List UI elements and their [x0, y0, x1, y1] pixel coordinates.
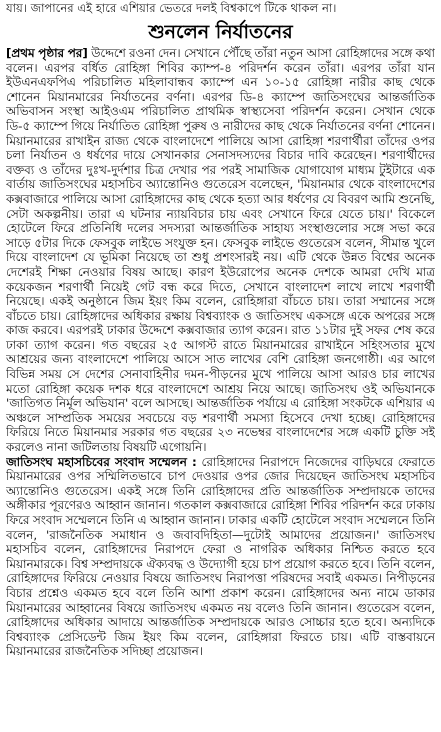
subheading-press-conference: জাতিসংঘ মহাসচিবের সংবাদ সম্মেলন :: [6, 454, 197, 469]
article-paragraph-1: [6, 46, 435, 455]
article-paragraph-2: [6, 455, 435, 659]
previous-article-last-line: যায়। জাপানের এই হারে এশিয়ার ভেতরে দলই বিশ্বকাপে টিকে থাকল না।: [6, 1, 337, 15]
paragraph-1-text: উদ্দেশে রওনা দেন। সেখানে পৌঁছে তাঁরা নতুন আসা রোহিঙ্গাদের সঙ্গে কথা বলেন। এরপর বর্ধিত রোহিঙ্গা শিবির ক্যাম্প-৪ পরিদর্শন করেন তাঁরা। এরপর তাঁরা যান ইউএনএফপিএ পরিচালিত মহিলাবান্ধব ক্যাম্পে এন ১০-১৫ রোহিঙ্গা নারীর কাছ থেকে শোনেন মিয়ানমারের নির্যাতনের বর্ণনা। এরপর ডি-৪ ক্যাম্পে জাতিসংঘের আন্তর্জাতিক অভিবাসন সংস্থা আইওএম পরিচালিত প্রাথমিক স্বাস্থ্যসেবা পরিদর্শন করেন। সেখান থেকে ডি-৫ ক্যাম্পে গিয়ে নির্যাতিত রোহিঙ্গা পুরুষ ও নারীদের কাছ থেকে নির্যাতনের বর্ণনা শোনেন। মিয়ানমারের রাখাইন রাজ্য থেকে বাংলাদেশে পালিয়ে আসা রোহিঙ্গা শরণার্থীরা তাঁদের ওপর চলা নির্যাতন ও ধর্ষণের দায়ে সেখানকার সেনাসদস্যদের বিচার দাবি করেছেন। শরণার্থীদের বক্তব্য ও তাঁদের দুঃখ-দুর্দশার চিত্র দেখার পর পরই সামাজিক যোগাযোগ মাধ্যম টুইটারে এক বার্তায় জাতিসংঘের মহাসচিব অ্যান্তোনিও গুতেরেস বলেছেন, 'মিয়ানমার থেকে বাংলাদেশের কক্সবাজারে পালিয়ে আসা রোহিঙ্গাদের কাছ থেকে হত্যা আর ধর্ষণের যে বিবরণ আমি শুনেছি, সেটা অকল্পনীয়। তারা এ ঘটনার ন্যায়বিচার চায় এবং সেখানে ফিরে যেতে চায়।' বিকেলে হোটেলে ফিরে প্রতিনিধি দলের সদস্যরা আন্তর্জাতিক সাহায্য সংস্থাগুলোর সঙ্গে সভা করে সাড়ে ৫টার দিকে ফেসবুক লাইভে সংযুক্ত হন। ফেসবুক লাইভে গুতেরেস বলেন, সীমান্ত খুলে দিয়ে বাংলাদেশ যে ভূমিকা নিয়েছে তা শুধু প্রশংসারই নয়। এটি থেকে উন্নত বিশ্বের অনেক দেশেরই শিক্ষা নেওয়ার বিষয় আছে। কারণ ইউরোপের অনেক দেশকে আমরা দেখি মাত্র কয়েকজন শরণার্থী নিয়েই গেট বন্ধ করে দিতে, সেখানে বাংলাদেশ লাখে লাখে শরণার্থী নিয়েছে। একই অনুষ্ঠানে জিম ইয়ং কিম বলেন, রোহিঙ্গারা বাঁচতে চায়। তারা সম্মানের সঙ্গে বাঁচতে চায়। রোহিঙ্গাদের অধিকার রক্ষায় বিশ্বব্যাংক ও জাতিসংঘ একসঙ্গে একে অপরের সঙ্গে কাজ করবে। এরপরই ঢাকার উদ্দেশে কক্সবাজার ত্যাগ করেন। রাত ১১টার দুই সফর শেষ করে ঢাকা ত্যাগ করেন। গত বছরের ২৫ আগস্ট রাতে মিয়ানমারের রাখাইনে সহিংসতার মুখে আশ্রয়ের জন্য বাংলাদেশে পালিয়ে আসে সাত লাখের বেশি রোহিঙ্গা জনগোষ্ঠী। এর আগে বিভিন্ন সময় সে দেশের সেনাবাহিনীর দমন-পীড়নের মুখে পালিয়ে আসা আরও চার লাখের মতো রোহিঙ্গা কয়েক দশক ধরে বাংলাদেশে আশ্রয় নিয়ে আছে। জাতিসংঘ ওই অভিযানকে 'জাতিগত নির্মূল অভিযান' বলে আসছে। আন্তর্জাতিক পর্যায়ে এ রোহিঙ্গা সংকটকে এশিয়ার এ অঞ্চলে সাম্প্রতিক সময়ের সবচেয়ে বড় শরণার্থী সমস্যা হিসেবে দেখা হচ্ছে। রোহিঙ্গাদের ফিরিয়ে নিতে মিয়ানমার সরকার গত বছরের ২৩ নভেম্বর বাংলাদেশের সঙ্গে একটি চুক্তি সই করলেও নানা জটিলতায় বিষয়টি এগোয়নি।: [6, 46, 435, 455]
continuation-label: [প্রথম পৃষ্ঠার পর]: [6, 46, 88, 60]
article-body: [6, 46, 435, 730]
paragraph-2-text: রোহিঙ্গাদের নিরাপদে নিজেদের বাড়িঘরে ফেরাতে মিয়ানমারের ওপর সম্মিলিতভাবে চাপ দেওয়ার ওপর জোর দিয়েছেন জাতিসংঘ মহাসচিব অ্যান্তোনিও গুতেরেস। একই সঙ্গে তিনি রোহিঙ্গাদের প্রতি আন্তর্জাতিক সম্প্রদায়কে তাদের অঙ্গীকার পূরণেরও আহ্বান জানান। গতকাল কক্সবাজারে রোহিঙ্গা শিবির পরিদর্শন করে ঢাকায় ফিরে সংবাদ সম্মেলনে তিনি এ আহ্বান জানান। ঢাকার একটি হোটেলে সংবাদ সম্মেলনে তিনি বলেন, 'রাজনৈতিক সমাধান ও জবাবদিহিতা—দুটোই আমাদের প্রয়োজন।' জাতিসংঘ মহাসচিব বলেন, রোহিঙ্গাদের নিরাপদে ফেরা ও নাগরিক অধিকার নিশ্চিত করতে হবে মিয়ানমারকে। বিশ্ব সম্প্রদায়কে ঐক্যবদ্ধ ও উদ্যোগী হয়ে চাপ প্রয়োগ করতে হবে। তিনি বলেন, রোহিঙ্গাদের ফিরিয়ে নেওয়ার বিষয়ে জাতিসংঘ নিরাপত্তা পরিষদের সবাই একমত। নিপীড়নের বিচার প্রশ্নেও একমত হবে বলে তিনি আশা প্রকাশ করেন। রোহিঙ্গাদের অন্য নামে ডাকার মিয়ানমারের আহ্বানের বিষয়ে জাতিসংঘ একমত নয় বলেও তিনি জানান। গুতেরেস বলেন, রোহিঙ্গাদের অধিকার আদায়ে আন্তর্জাতিক সম্প্রদায়কে আরও সোচ্চার হতে হবে। অন্যদিকে বিশ্বব্যাংক প্রেসিডেন্ট জিম ইয়ং কিম বলেন, রোহিঙ্গারা ফিরতে চায়। এটি বাস্তবায়নে মিয়ানমারের রাজনৈতিক সদিচ্ছা প্রয়োজন।: [6, 454, 435, 659]
article-headline: শুনলেন নির্যাতনের: [148, 21, 293, 43]
